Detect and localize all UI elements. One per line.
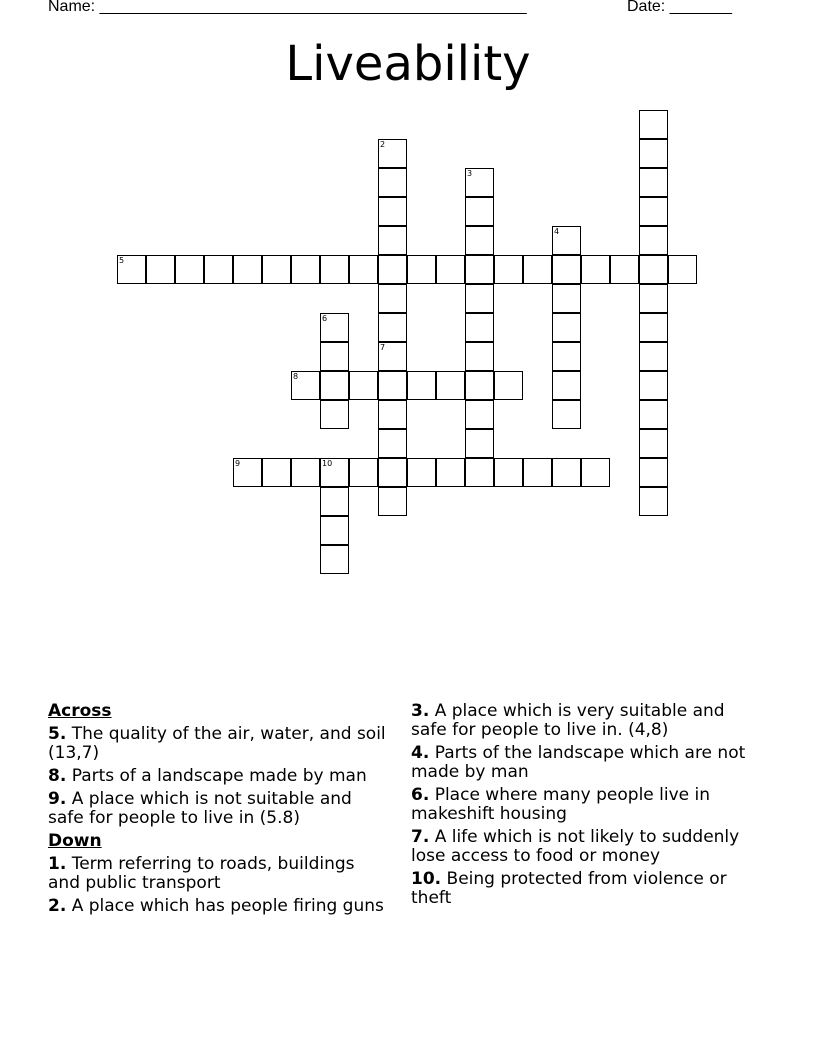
clue-item-text: Parts of the landscape which are not made by man [411,743,746,782]
clue-item-text: A place which has people firing guns [66,896,384,916]
clue-item-number: 3. [411,701,430,721]
grid-cell[interactable] [639,197,668,226]
clue-item [411,702,761,740]
grid-cell[interactable] [552,284,581,313]
clue-item-number: 6. [411,785,430,805]
grid-cell[interactable] [465,197,494,226]
grid-cell[interactable] [552,400,581,429]
grid-cell[interactable] [639,110,668,139]
grid-cell[interactable] [233,255,262,284]
clue-item-number: 7. [411,827,430,847]
clues-column-left [48,702,388,920]
grid-cell[interactable] [262,458,291,487]
clue-item-text: A place which is not suitable and safe for people to live in (5.8) [48,789,352,828]
grid-cell[interactable] [320,255,349,284]
grid-cell[interactable] [378,400,407,429]
clue-item-text: The quality of the air, water, and soil (13,7) [48,724,386,763]
clue-number: 2 [380,140,386,149]
grid-cell[interactable] [552,458,581,487]
grid-cell[interactable] [465,168,494,197]
grid-cell[interactable] [639,284,668,313]
clue-item-text: Term referring to roads, buildings and public transport [48,854,355,893]
grid-cell[interactable] [407,458,436,487]
grid-cell[interactable] [407,255,436,284]
grid-cell[interactable] [465,342,494,371]
clues-column-right [411,702,761,912]
grid-cell[interactable] [349,458,378,487]
clue-item-number: 10. [411,869,442,889]
clue-item [48,855,388,893]
grid-cell[interactable] [291,371,320,400]
grid-cell[interactable] [291,458,320,487]
grid-cell[interactable] [639,458,668,487]
grid-cell[interactable] [552,342,581,371]
grid-cell[interactable] [581,255,610,284]
grid-cell[interactable] [204,255,233,284]
down-clue-list-continued [411,702,761,908]
grid-cell[interactable] [349,371,378,400]
grid-cell[interactable] [407,371,436,400]
grid-cell[interactable] [639,313,668,342]
grid-cell[interactable] [465,458,494,487]
grid-cell[interactable] [378,226,407,255]
clue-number: 10 [322,459,333,468]
grid-cell[interactable] [291,255,320,284]
clue-item-number: 8. [48,766,67,786]
grid-cell[interactable] [494,371,523,400]
grid-cell[interactable] [552,226,581,255]
grid-cell[interactable] [581,458,610,487]
grid-cell[interactable] [320,516,349,545]
grid-cell[interactable] [378,371,407,400]
grid-cell[interactable] [465,429,494,458]
clue-item-text: Being protected from violence or theft [411,869,727,908]
grid-cell[interactable] [465,226,494,255]
grid-cell[interactable] [523,458,552,487]
grid-cell[interactable] [465,255,494,284]
grid-cell[interactable] [436,255,465,284]
clue-number: 8 [293,372,299,381]
grid-cell[interactable] [639,487,668,516]
grid-cell[interactable] [175,255,204,284]
clue-item [411,786,761,824]
grid-cell[interactable] [494,458,523,487]
clue-item-text: Place where many people live in makeshift housing [411,785,711,824]
grid-cell[interactable] [146,255,175,284]
grid-cell[interactable] [320,487,349,516]
grid-cell[interactable] [233,458,262,487]
clue-item [411,870,761,908]
grid-cell[interactable] [639,226,668,255]
grid-cell[interactable] [552,371,581,400]
grid-cell[interactable] [668,255,697,284]
grid-cell[interactable] [639,371,668,400]
grid-cell[interactable] [465,313,494,342]
grid-cell[interactable] [117,255,146,284]
grid-cell[interactable] [378,139,407,168]
grid-cell[interactable] [436,371,465,400]
date-field[interactable]: Date: _______ [627,0,732,15]
clue-item-text: A place which is very suitable and safe for people to live in. (4,8) [411,701,725,740]
name-field[interactable]: Name: ________________________________________________ [48,0,527,15]
across-clue-list [48,725,388,828]
grid-cell[interactable] [552,255,581,284]
clue-number: 5 [119,256,125,265]
grid-cell[interactable] [552,313,581,342]
grid-cell[interactable] [378,342,407,371]
grid-cell[interactable] [378,284,407,313]
clue-item-number: 2. [48,896,67,916]
clue-number: 7 [380,343,386,352]
clue-number: 9 [235,459,241,468]
grid-cell[interactable] [639,139,668,168]
grid-cell[interactable] [639,429,668,458]
grid-cell[interactable] [378,429,407,458]
grid-cell[interactable] [378,197,407,226]
grid-cell[interactable] [320,545,349,574]
grid-cell[interactable] [639,400,668,429]
clue-item-number: 4. [411,743,430,763]
page-title: Liveability [285,36,531,92]
down-clue-list [48,855,388,916]
down-heading: Down [48,831,102,851]
clue-number: 6 [322,314,328,323]
grid-cell[interactable] [378,487,407,516]
across-heading: Across [48,701,112,721]
clue-item-number: 5. [48,724,67,744]
clue-item-number: 1. [48,854,67,874]
grid-cell[interactable] [465,284,494,313]
grid-cell[interactable] [639,168,668,197]
grid-cell[interactable] [349,255,378,284]
clue-item [48,897,388,916]
clue-item-number: 9. [48,789,67,809]
grid-cell[interactable] [436,458,465,487]
grid-cell[interactable] [262,255,291,284]
grid-cell[interactable] [639,255,668,284]
clue-item [48,725,388,763]
clue-item-text: Parts of a landscape made by man [66,766,367,786]
clue-item [48,790,388,828]
grid-cell[interactable] [639,342,668,371]
clue-item-text: A life which is not likely to suddenly lose access to food or money [411,827,740,866]
grid-cell[interactable] [523,255,552,284]
clue-number: 4 [554,227,560,236]
grid-cell[interactable] [320,371,349,400]
grid-cell[interactable] [494,255,523,284]
grid-cell[interactable] [378,313,407,342]
grid-cell[interactable] [465,371,494,400]
grid-cell[interactable] [320,342,349,371]
grid-cell[interactable] [320,458,349,487]
clue-number: 3 [467,169,473,178]
grid-cell[interactable] [320,313,349,342]
grid-cell[interactable] [610,255,639,284]
grid-cell[interactable] [320,400,349,429]
grid-cell[interactable] [378,458,407,487]
clue-item [411,828,761,866]
clue-item [411,744,761,782]
clue-item [48,767,388,786]
grid-cell[interactable] [465,400,494,429]
grid-cell[interactable] [378,255,407,284]
grid-cell[interactable] [378,168,407,197]
